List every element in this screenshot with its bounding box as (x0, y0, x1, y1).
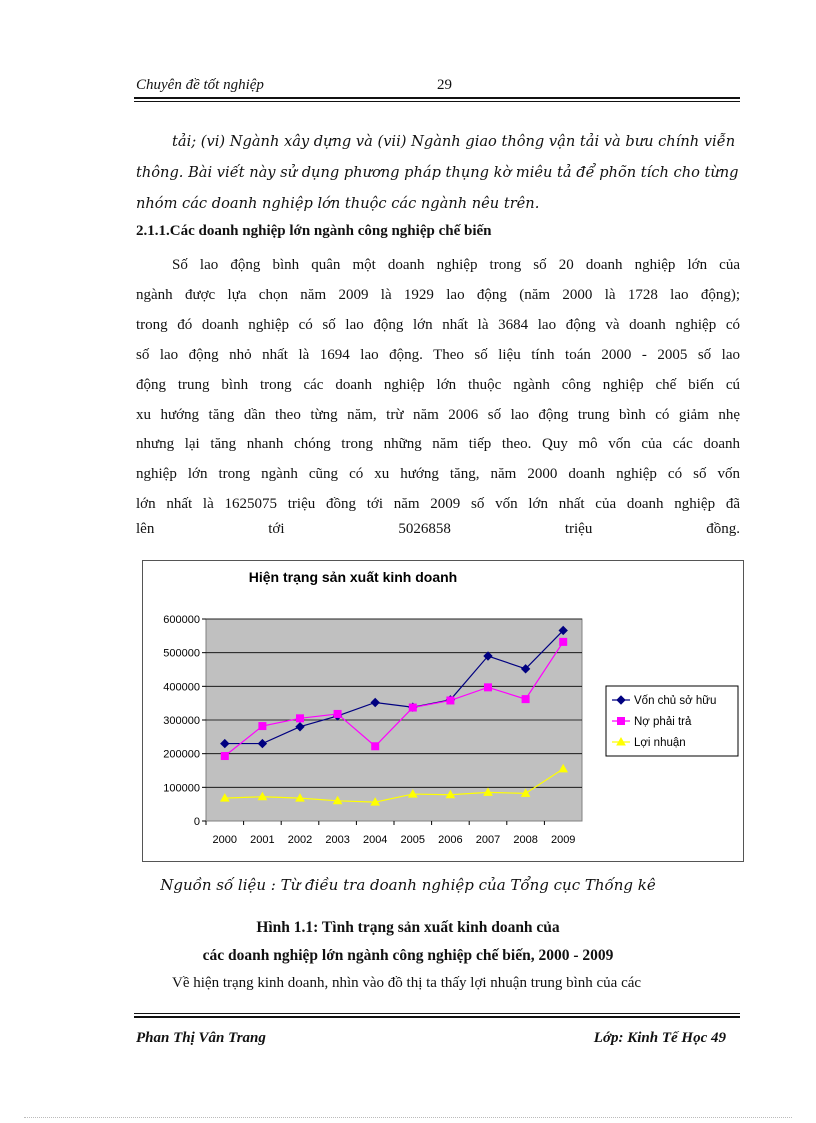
source-note: Nguồn số liệu : Từ điều tra doanh nghiệp của Tổng cục Thống kê (160, 876, 656, 894)
following-text-line: Về hiện trạng kinh doanh, nhìn vào đồ thị ta thấy lợi nhuận trung bình của các (172, 975, 642, 991)
body-line: số lao động nhỏ nhất là 1694 lao động. Theo số liệu tính toán 2000 - 2005 số lao (136, 346, 740, 363)
data-point-1 (522, 696, 529, 703)
body-line: động trung bình trong các doanh nghiệp lớn thuộc ngành công nghiệp chế biến cú (136, 376, 740, 393)
data-point-1 (259, 723, 266, 730)
intro-line-2: thông. Bài viết này sử dụng phương pháp thụng kờ miêu tả để phõn tích cho từng (136, 164, 739, 181)
data-point-1 (297, 715, 304, 722)
data-point-1 (334, 710, 341, 717)
body-line: nhưng lại tăng nhanh chóng trong những năm tiếp theo. Quy mô vốn của các doanh (136, 436, 740, 453)
legend-entry: Vốn chủ sở hữu (634, 695, 717, 707)
line-chart (143, 561, 743, 861)
header-rule-thick (134, 97, 740, 99)
legend-marker (618, 718, 625, 725)
y-tick-label: 200000 (163, 748, 200, 761)
page-number: 29 (437, 77, 452, 93)
y-tick-label: 300000 (163, 715, 200, 727)
body-line: ngành được lựa chọn năm 2009 là 1929 lao động (năm 2000 là 1728 lao động); (136, 286, 740, 303)
body-line: lớn nhất là 1625075 triệu đồng tới năm 2009 số vốn lớn nhất của doanh nghiệp đã (136, 496, 740, 513)
x-tick-label: 2001 (250, 834, 275, 846)
footer-rule-thin (134, 1013, 740, 1014)
data-point-1 (447, 697, 454, 704)
chart-frame (142, 560, 744, 862)
x-tick-label: 2002 (287, 834, 313, 846)
footer-author: Phan Thị Vân Trang (136, 1030, 266, 1046)
legend-entry: Nợ phải trả (634, 716, 692, 728)
body-line: xu hướng tăng dần theo từng năm, trừ năm 2006 số lao động trung bình có giảm nhẹ (136, 406, 740, 423)
chart-title: Hiện trạng sản xuất kinh doanh (248, 569, 458, 585)
spread-word: 5026858 (398, 521, 451, 537)
header-rule-thin (134, 101, 740, 102)
page-bottom-dotted-line (24, 1117, 792, 1118)
data-point-1 (409, 704, 416, 711)
y-tick-label: 0 (193, 816, 200, 828)
section-heading: 2.1.1.Các doanh nghiệp lớn ngành công nghiệp chế biến (136, 223, 492, 239)
figure-caption-line-1: Hình 1.1: Tình trạng sản xuất kinh doanh của (256, 919, 560, 936)
y-tick-label: 400000 (163, 681, 200, 694)
data-point-1 (485, 684, 492, 691)
spread-word: lên (136, 521, 155, 537)
y-tick-label: 600000 (163, 614, 200, 626)
data-point-1 (221, 753, 228, 760)
spread-word: đồng. (706, 521, 740, 537)
header-title: Chuyên đề tốt nghiệp (136, 77, 264, 93)
y-tick-label: 500000 (163, 647, 200, 660)
spread-word: tới (268, 521, 285, 537)
x-tick-label: 2006 (438, 834, 463, 846)
x-tick-label: 2003 (325, 834, 350, 846)
body-line: Số lao động bình quân một doanh nghiệp trong số 20 doanh nghiệp lớn của (172, 257, 740, 273)
x-tick-label: 2007 (475, 834, 501, 846)
footer-class: Lớp: Kinh Tế Học 49 (593, 1030, 726, 1046)
x-tick-label: 2008 (513, 834, 538, 846)
y-tick-label: 100000 (163, 782, 200, 795)
figure-caption-line-2: các doanh nghiệp lớn ngành công nghiệp chế biến, 2000 - 2009 (202, 947, 614, 964)
body-line: trong đó doanh nghiệp có số lao động lớn nhất là 3684 lao động và doanh nghiệp có (136, 316, 740, 333)
intro-line-3: nhóm các doanh nghiệp lớn thuộc các ngành nêu trên. (136, 195, 540, 212)
intro-line-1: tải; (vi) Ngành xây dựng và (vii) Ngành giao thông vận tải và bưu chính viễn (172, 133, 736, 150)
data-point-1 (372, 743, 379, 750)
data-point-1 (560, 638, 567, 645)
footer-rule-thick (134, 1016, 740, 1018)
x-tick-label: 2005 (400, 834, 426, 846)
body-line: nghiệp lớn trong ngành cũng có xu hướng tăng, năm 2000 doanh nghiệp có số vốn (136, 466, 740, 483)
legend-entry: Lợi nhuận (634, 737, 686, 749)
x-tick-label: 2000 (212, 834, 238, 846)
x-tick-label: 2009 (550, 834, 576, 846)
x-tick-label: 2004 (362, 834, 388, 846)
spread-word: triệu (564, 521, 593, 537)
spread-line (136, 521, 740, 538)
